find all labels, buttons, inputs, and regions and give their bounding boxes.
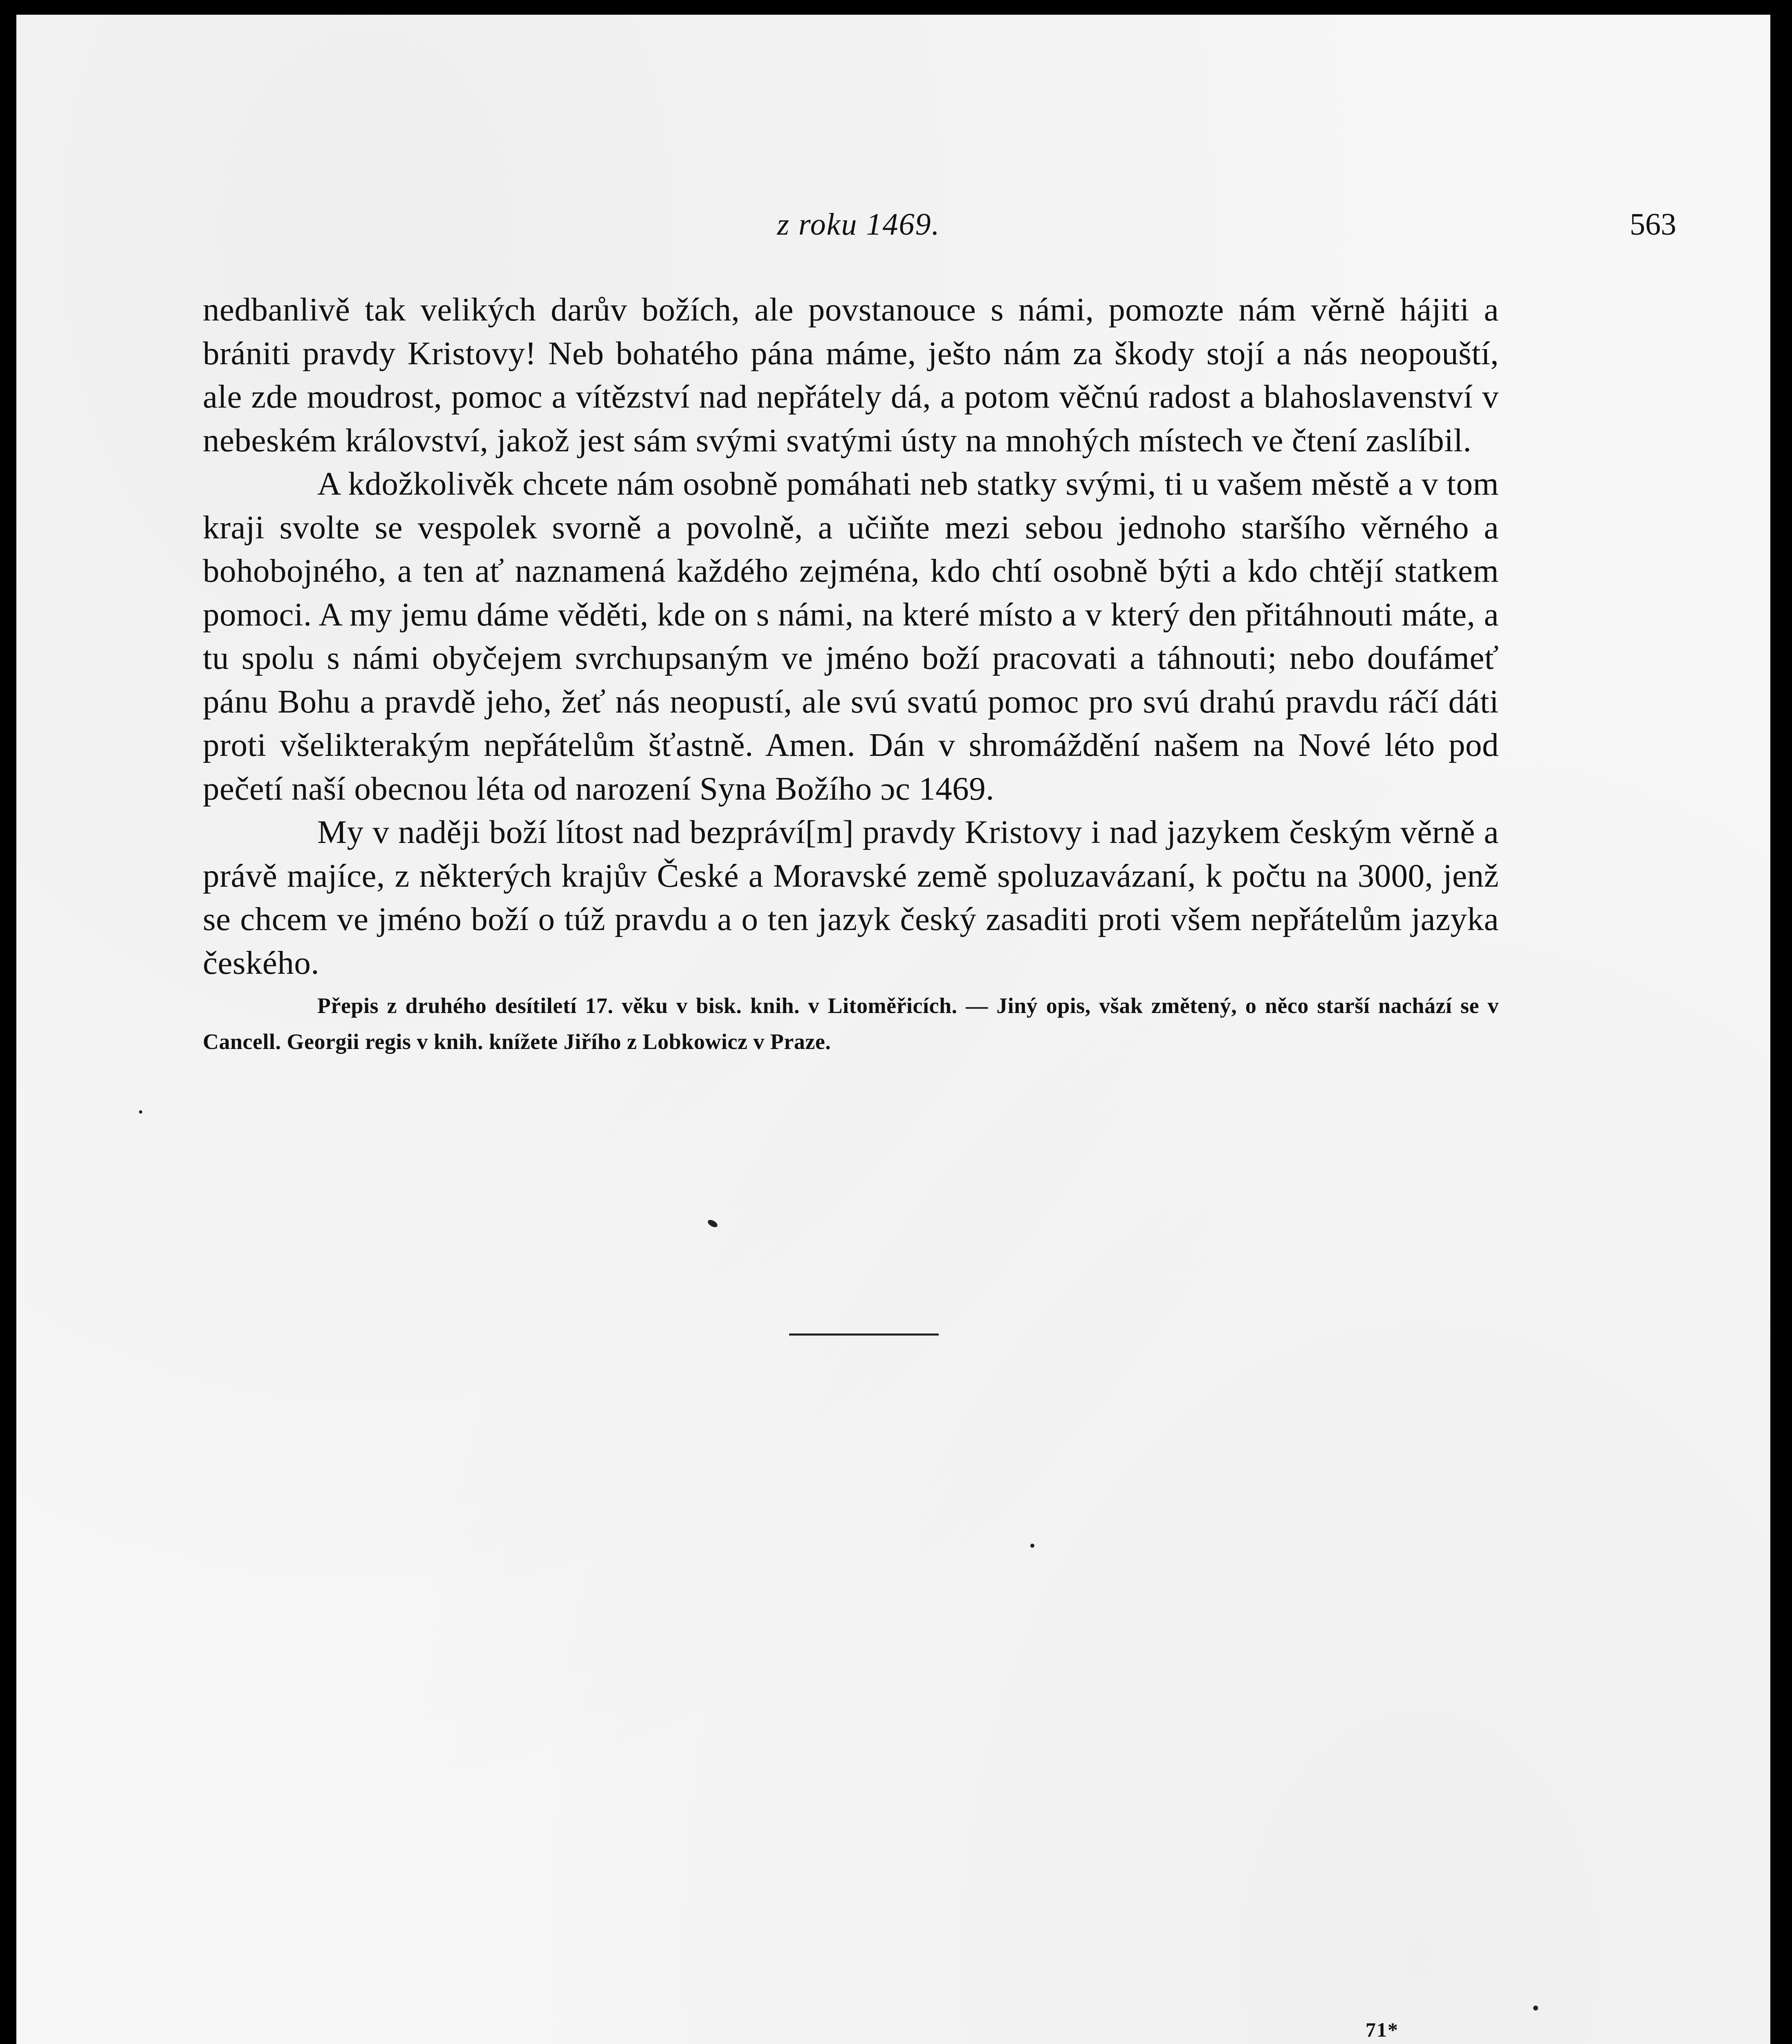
page-number: 563 <box>1630 207 1676 242</box>
running-head <box>16 207 1770 264</box>
print-speck <box>1533 2006 1538 2010</box>
paragraph-1: nedbanlivě tak velikých darův božích, ale povstanouce s námi, pomozte nám věrně hájiti a brániti pravdy Kristovy! Neb bohatého pána máme, ješto nám za škody stojí a nás neopouští, ale zde moudrost, pomoc a vítězství nad nepřátely dá, a potom věčnú radost a blahoslavenství v nebeském království, jakož jest sám svými svatými ústy na mnohých místech ve čtení zaslíbil. <box>203 291 1499 459</box>
print-speck <box>706 1218 719 1228</box>
document-page <box>16 15 1770 2044</box>
printer-signature-mark: 71* <box>1366 2018 1399 2041</box>
body-text <box>203 288 1499 1060</box>
running-title: z roku 1469. <box>777 207 940 242</box>
paragraph-2: A kdožkolivěk chcete nám osobně pomáhati neb statky svými, ti u vašem městě a v tom kraji svolte se vespolek svorně a povolně, a učiňte mezi sebou jednoho staršího věrného a bohobojného, a ten ať naznamená každého zejména, kdo chtí osobně býti a kdo chtějí statkem pomoci. A my jemu dáme věděti, kde on s námi, na které místo a v který den přitáhnouti máte, a tu spolu s námi obyčejem svrchupsaným ve jméno boží pracovati a táhnouti; nebo doufámeť pánu Bohu a pravdě jeho, žeť nás neopustí, ale svú svatú pomoc pro svú drahú pravdu ráčí dáti proti všelikterakým nepřátelům šťastně. Amen. Dán v shromáždění našem na Nové léto pod pečetí naší obecnou léta od narození Syna Božího ɔc 1469. <box>203 465 1499 807</box>
print-speck <box>1030 1544 1034 1548</box>
print-speck <box>139 1110 142 1114</box>
closing-rule <box>789 1334 939 1336</box>
source-note: Přepis z druhého desítiletí 17. věku v bisk. knih. v Litoměřicích. — Jiný opis, však změtený, o něco starší nachází se v Cancell. Georgii regis v knih. knížete Jiřího z Lobkowicz v Praze. <box>203 993 1499 1054</box>
paragraph-3: My v naději boží lítost nad bezpráví[m] pravdy Kristovy i nad jazykem českým věrně a právě majíce, z některých krajův České a Moravské země spoluzavázaní, k počtu na 3000, jenž se chcem ve jméno boží o túž pravdu a o ten jazyk český zasaditi proti všem nepřátelům jazyka českého. <box>203 814 1499 981</box>
